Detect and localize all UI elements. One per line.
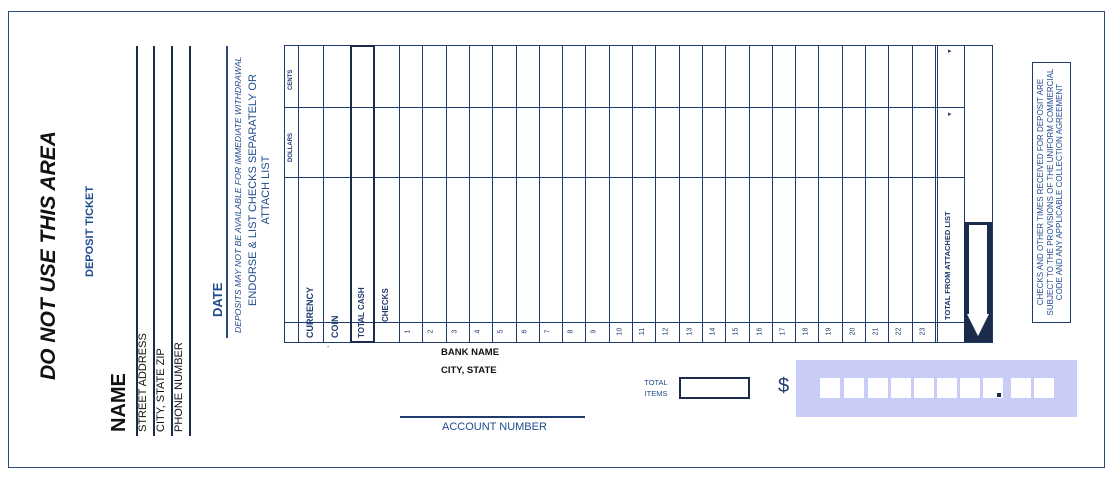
grid-col-line — [937, 45, 938, 343]
check-number: 2 — [427, 329, 435, 334]
check-number: 18 — [802, 327, 810, 336]
endorse-notice-text: ENDORSE & LIST CHECKS SEPARATELY OR ATTACH LIST — [247, 74, 272, 306]
customer-name[interactable]: NAME — [108, 373, 130, 432]
check-entry-5[interactable] — [492, 45, 515, 322]
checks-label: CHECKS — [381, 288, 390, 322]
phone-number[interactable]: PHONE NUMBER — [173, 342, 185, 432]
check-entry-2[interactable] — [422, 45, 445, 322]
cents-label: CENTS — [288, 69, 294, 90]
availability-notice: DEPOSITS MAY NOT BE AVAILABLE FOR IMMEDIATE WITHDRAWAL — [233, 56, 243, 333]
amount-digit-cell[interactable] — [914, 378, 934, 398]
check-entry-19[interactable] — [818, 45, 841, 322]
check-number: 10 — [616, 327, 624, 336]
check-number: 13 — [685, 327, 693, 336]
check-number: 3 — [451, 329, 459, 334]
check-number: 20 — [849, 327, 857, 336]
currency-label: CURRENCY — [305, 286, 315, 338]
dollar-sign: $ — [778, 375, 790, 397]
check-number: 21 — [872, 327, 880, 336]
check-entry-1[interactable] — [399, 45, 422, 322]
check-number: 23 — [918, 327, 926, 336]
amount-digit-cell[interactable] — [891, 378, 911, 398]
do-not-use-area-label: DO NOT USE THIS AREA — [37, 131, 60, 380]
arrow-marker-mid: ▸ — [948, 111, 952, 118]
check-entry-18[interactable] — [795, 45, 818, 322]
grid-col-line — [298, 45, 299, 343]
decimal-point — [997, 393, 1001, 397]
account-number-label: ACCOUNT NUMBER — [442, 421, 547, 433]
date-label: DATE — [210, 282, 225, 317]
total-attached-label: TOTAL FROM ATTACHED LIST — [943, 211, 952, 320]
check-number: 8 — [567, 329, 575, 334]
check-entry-21[interactable] — [865, 45, 888, 322]
numbers-divider — [284, 322, 965, 323]
check-number: 4 — [474, 329, 482, 334]
total-items-box[interactable] — [679, 377, 750, 399]
street-address[interactable]: STREET ADDRESS — [137, 333, 149, 432]
check-number: 15 — [732, 327, 740, 336]
check-entry-22[interactable] — [888, 45, 911, 322]
total-cash-label: TOTAL CASH — [357, 287, 366, 338]
check-number: 22 — [895, 327, 903, 336]
amount-digit-cell[interactable] — [844, 378, 864, 398]
check-entry-13[interactable] — [679, 45, 702, 322]
amount-digit-cell[interactable] — [960, 378, 980, 398]
date-line — [226, 46, 228, 338]
check-entry-12[interactable] — [655, 45, 678, 322]
check-entry-11[interactable] — [632, 45, 655, 322]
arrow-marker-top: ▸ — [948, 48, 952, 55]
check-entry-4[interactable] — [469, 45, 492, 322]
city-state-zip[interactable]: CITY, STATE ZIP — [155, 348, 167, 432]
bank-name: BANK NAME — [441, 347, 500, 358]
check-number: 19 — [825, 327, 833, 336]
check-entry-10[interactable] — [609, 45, 632, 322]
disclaimer-text-wrap — [1036, 66, 1065, 318]
check-number: 9 — [590, 329, 598, 334]
account-number-line — [400, 416, 585, 418]
check-number: 12 — [662, 327, 670, 336]
total-items-text: TOTAL ITEMS — [644, 378, 668, 398]
coin-label: COIN — [330, 315, 340, 338]
check-entry-3[interactable] — [446, 45, 469, 322]
amount-digit-cell[interactable] — [937, 378, 957, 398]
check-number: 5 — [497, 329, 505, 334]
endorse-notice — [247, 60, 273, 320]
check-number: 14 — [709, 327, 717, 336]
phone-line — [189, 46, 191, 436]
check-number: 16 — [755, 327, 763, 336]
check-entry-15[interactable] — [725, 45, 748, 322]
check-entry-6[interactable] — [516, 45, 539, 322]
check-entry-14[interactable] — [702, 45, 725, 322]
check-number: 6 — [520, 329, 528, 334]
check-entry-17[interactable] — [772, 45, 795, 322]
minus-marker: - — [327, 344, 330, 351]
check-entry-16[interactable] — [749, 45, 772, 322]
dollars-label: DOLLARS — [288, 133, 294, 162]
deposit-ticket-label: DEPOSIT TICKET — [84, 185, 96, 277]
check-entry-23[interactable] — [912, 45, 935, 322]
disclaimer-text: CHECKS AND OTHER TIMES RECEIVED FOR DEPOSIT ARE SUBJECT TO THE PROVISIONS OF THE UNIFORM COMMERCIAL CODE AND ANY APPLICABLE COLLECTION AGREEMENT — [1036, 68, 1064, 316]
grid-col-line — [323, 45, 324, 343]
total-items-label — [636, 377, 676, 399]
check-column-line — [935, 45, 936, 343]
check-number: 7 — [544, 329, 552, 334]
amount-digit-cell[interactable] — [868, 378, 888, 398]
check-number: 17 — [779, 327, 787, 336]
check-entry-20[interactable] — [842, 45, 865, 322]
amount-digit-cell[interactable] — [1034, 378, 1054, 398]
check-entry-9[interactable] — [585, 45, 608, 322]
amount-digit-cell[interactable] — [1011, 378, 1031, 398]
amount-digit-cell[interactable] — [820, 378, 840, 398]
total-arrow-icon — [964, 222, 992, 342]
check-entry-8[interactable] — [562, 45, 585, 322]
check-entry-7[interactable] — [539, 45, 562, 322]
check-number: 11 — [639, 327, 647, 336]
check-number: 1 — [404, 329, 412, 334]
bank-city-state: CITY, STATE — [441, 365, 497, 376]
